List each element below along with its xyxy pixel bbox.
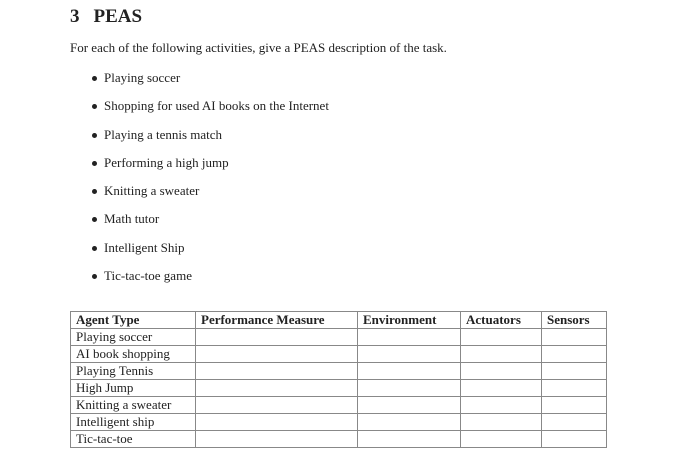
table-row	[71, 346, 607, 363]
empty-cell	[196, 380, 358, 397]
table-row	[71, 414, 607, 431]
empty-cell	[358, 397, 461, 414]
table-row	[71, 431, 607, 448]
header-sensors: Sensors	[542, 312, 607, 329]
list-item: Performing a high jump	[90, 147, 329, 175]
empty-cell	[542, 414, 607, 431]
list-item: Playing soccer	[90, 62, 329, 90]
header-performance: Performance Measure	[196, 312, 358, 329]
agent-type-cell: Intelligent ship	[71, 414, 196, 431]
table-row	[71, 329, 607, 346]
list-item: Tic-tac-toe game	[90, 260, 329, 288]
section-number: 3	[70, 6, 80, 27]
agent-type-cell: High Jump	[71, 380, 196, 397]
empty-cell	[461, 346, 542, 363]
section-heading	[70, 6, 156, 28]
agent-type-cell: Tic-tac-toe	[71, 431, 196, 448]
empty-cell	[542, 431, 607, 448]
empty-cell	[542, 380, 607, 397]
empty-cell	[196, 397, 358, 414]
empty-cell	[196, 346, 358, 363]
agent-type-cell: Playing soccer	[71, 329, 196, 346]
list-item: Shopping for used AI books on the Internet	[90, 90, 329, 118]
section-title: PEAS	[93, 6, 143, 27]
empty-cell	[358, 346, 461, 363]
empty-cell	[358, 431, 461, 448]
empty-cell	[196, 431, 358, 448]
empty-cell	[542, 329, 607, 346]
empty-cell	[461, 397, 542, 414]
empty-cell	[196, 414, 358, 431]
table-row	[71, 397, 607, 414]
peas-table	[70, 311, 607, 448]
agent-type-cell: Knitting a sweater	[71, 397, 196, 414]
table-row	[71, 363, 607, 380]
empty-cell	[461, 431, 542, 448]
header-actuators: Actuators	[461, 312, 542, 329]
list-item: Knitting a sweater	[90, 175, 329, 203]
header-agent-type: Agent Type	[71, 312, 196, 329]
empty-cell	[461, 329, 542, 346]
agent-type-cell: Playing Tennis	[71, 363, 196, 380]
empty-cell	[542, 346, 607, 363]
empty-cell	[196, 363, 358, 380]
empty-cell	[196, 329, 358, 346]
empty-cell	[358, 363, 461, 380]
empty-cell	[358, 414, 461, 431]
empty-cell	[461, 363, 542, 380]
empty-cell	[358, 329, 461, 346]
table-header-row	[71, 312, 607, 329]
empty-cell	[358, 380, 461, 397]
list-item: Intelligent Ship	[90, 232, 329, 260]
intro-text: For each of the following activities, give a PEAS description of the task.	[70, 40, 447, 55]
empty-cell	[542, 363, 607, 380]
agent-type-cell: AI book shopping	[71, 346, 196, 363]
list-item: Math tutor	[90, 203, 329, 231]
list-item: Playing a tennis match	[90, 119, 329, 147]
empty-cell	[461, 380, 542, 397]
activity-list	[90, 62, 329, 288]
table-row	[71, 380, 607, 397]
header-environment: Environment	[358, 312, 461, 329]
empty-cell	[461, 414, 542, 431]
empty-cell	[542, 397, 607, 414]
